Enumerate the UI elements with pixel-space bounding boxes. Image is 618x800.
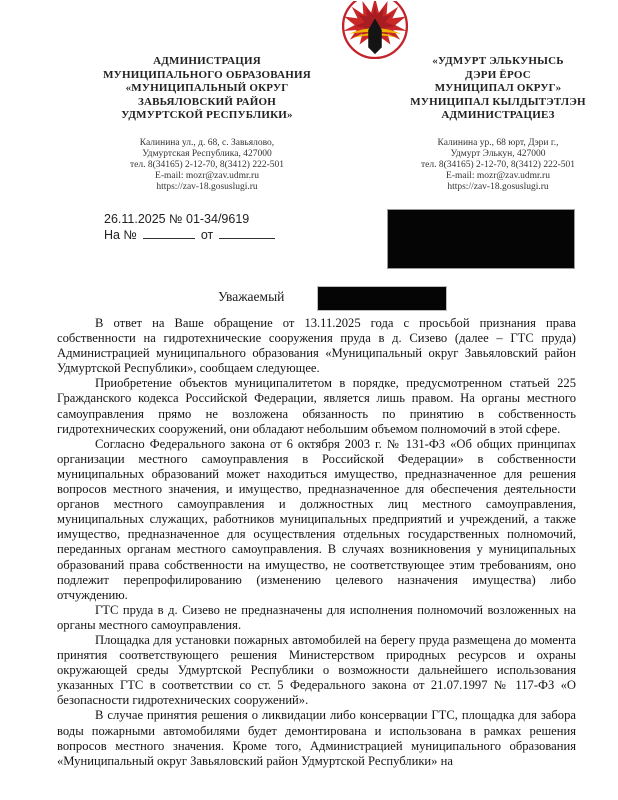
reply-prefix: На №: [104, 228, 137, 242]
reply-infix: от: [200, 228, 214, 242]
org-right-line: «УДМУРТ ЭЛЬКУНЫСЬ: [432, 55, 564, 67]
contact-line: тел. 8(34165) 2-12-70, 8(3412) 222-501: [129, 160, 284, 170]
contact-line: Калинина ул., д. 68, с. Завьялово,: [139, 138, 275, 148]
body-paragraph: В ответ на Ваше обращение от 13.11.2025 года с просьбой признания права собственности на гидротехнические сооружения пруда в д. Сизево (далее – ГТС пруда) Администрацией муниципального образования «Муниципальный округ Завьяловский район Удмуртской Республики», сообщаем следующее.: [57, 316, 576, 376]
redacted-name-block: [318, 287, 446, 310]
coat-of-arms-icon: [336, 1, 414, 59]
reply-to-line: [104, 227, 275, 243]
salutation-text: Уважаемый: [218, 289, 285, 304]
reference-block: [104, 211, 275, 243]
contact-line: Удмуртская Республика, 427000: [142, 149, 272, 159]
contact-website: https://zav-18.gosuslugi.ru: [156, 182, 258, 192]
org-right-line: МУНИЦИПАЛ ОКРУГ»: [434, 82, 562, 94]
contact-email: E-mail: mozr@zav.udmr.ru: [446, 171, 550, 181]
org-left-line: «МУНИЦИПАЛЬНЫЙ ОКРУГ: [125, 82, 289, 94]
redacted-addressee-block: [388, 210, 574, 268]
contact-line: Калинина ур., 68 юрт, Дэри г.,: [437, 138, 559, 148]
org-name-udmurt: [380, 55, 616, 123]
org-left-line: УДМУРТСКОЙ РЕСПУБЛИКИ»: [121, 109, 293, 121]
emblem-svg: [336, 1, 414, 59]
body-paragraph: Согласно Федерального закона от 6 октября 2003 г. № 131-ФЗ «Об общих принципах организации местного самоуправления в Российской Федерации» в собственности муниципальных образований может находиться имущество, предназначенное для решения вопросов местного значения, и имущество, предназначенное для обеспечения деятельности органов местного самоуправления и должностных лиц местного самоуправления, муниципальных служащих, работников муниципальных предприятий и учреждений, а также имущество, предназначенное для осуществления отдельных государственных полномочий, переданных органам местного самоуправления. В случаях возникновения у муниципальных образований права собственности на имущество, не соответствующее этим требованиям, оно подлежит перепрофилированию (изменению целевого назначения имущества) либо отчуждению.: [57, 436, 576, 602]
org-right-line: ДЭРИ ЁРОС: [465, 68, 531, 81]
body-paragraph: Приобретение объектов муниципалитетом в порядке, предусмотренном статьей 225 Гражданского кодекса Российской Федерации, является лишь правом. На органы местного самоуправления прямо не возложена обязанность по принятию в собственность гидротехнических сооружений, они обладают небольшим объемом полномочий в этой сфере.: [57, 376, 576, 436]
body-paragraph: ГТС пруда в д. Сизево не предназначены для исполнения полномочий возложенных на органы местного самоуправления.: [57, 602, 576, 632]
org-name-russian: [78, 55, 336, 123]
blank-date-field: [219, 227, 275, 239]
org-left-line: МУНИЦИПАЛЬНОГО ОБРАЗОВАНИЯ: [103, 68, 311, 81]
letter-body: [57, 316, 576, 769]
body-paragraph: Площадка для установки пожарных автомобилей на берегу пруда размещена до момента принятия соответствующего решения Министерством природных ресурсов и охраны окружающей среды Удмуртской Республики о возможности дальнейшего использования указанных ГТС в соответствии со ст. 5 Федерального закона от 21.07.1997 № 117-ФЗ «О безопасности гидротехнических сооружений».: [57, 632, 576, 708]
org-left-line: АДМИНИСТРАЦИЯ: [153, 55, 261, 67]
contact-email: E-mail: mozr@zav.udmr.ru: [155, 171, 259, 181]
contacts-russian: [78, 138, 336, 193]
contact-website: https://zav-18.gosuslugi.ru: [447, 182, 549, 192]
blank-number-field: [143, 227, 195, 239]
contacts-udmurt: [380, 138, 616, 193]
contact-line: тел. 8(34165) 2-12-70, 8(3412) 222-501: [420, 160, 575, 170]
org-left-line: ЗАВЬЯЛОВСКИЙ РАЙОН: [137, 95, 277, 108]
org-right-line: МУНИЦИПАЛ КЫЛДЫТЭТЛЭН: [410, 95, 586, 108]
body-paragraph: В случае принятия решения о ликвидации либо консервации ГТС, площадка для забора воды пожарными автомобилями будет демонтирована и использована в рамках решения вопросов местного значения. Кроме того, Администрацией муниципального образования «Муниципальный округ Завьяловский район Удмуртской Республики» на: [57, 708, 576, 768]
org-right-line: АДМИНИСТРАЦИЕЗ: [441, 109, 555, 121]
contact-line: Удмурт Элькун, 427000: [450, 149, 546, 159]
outgoing-date-number: 26.11.2025 № 01-34/9619: [104, 212, 250, 226]
